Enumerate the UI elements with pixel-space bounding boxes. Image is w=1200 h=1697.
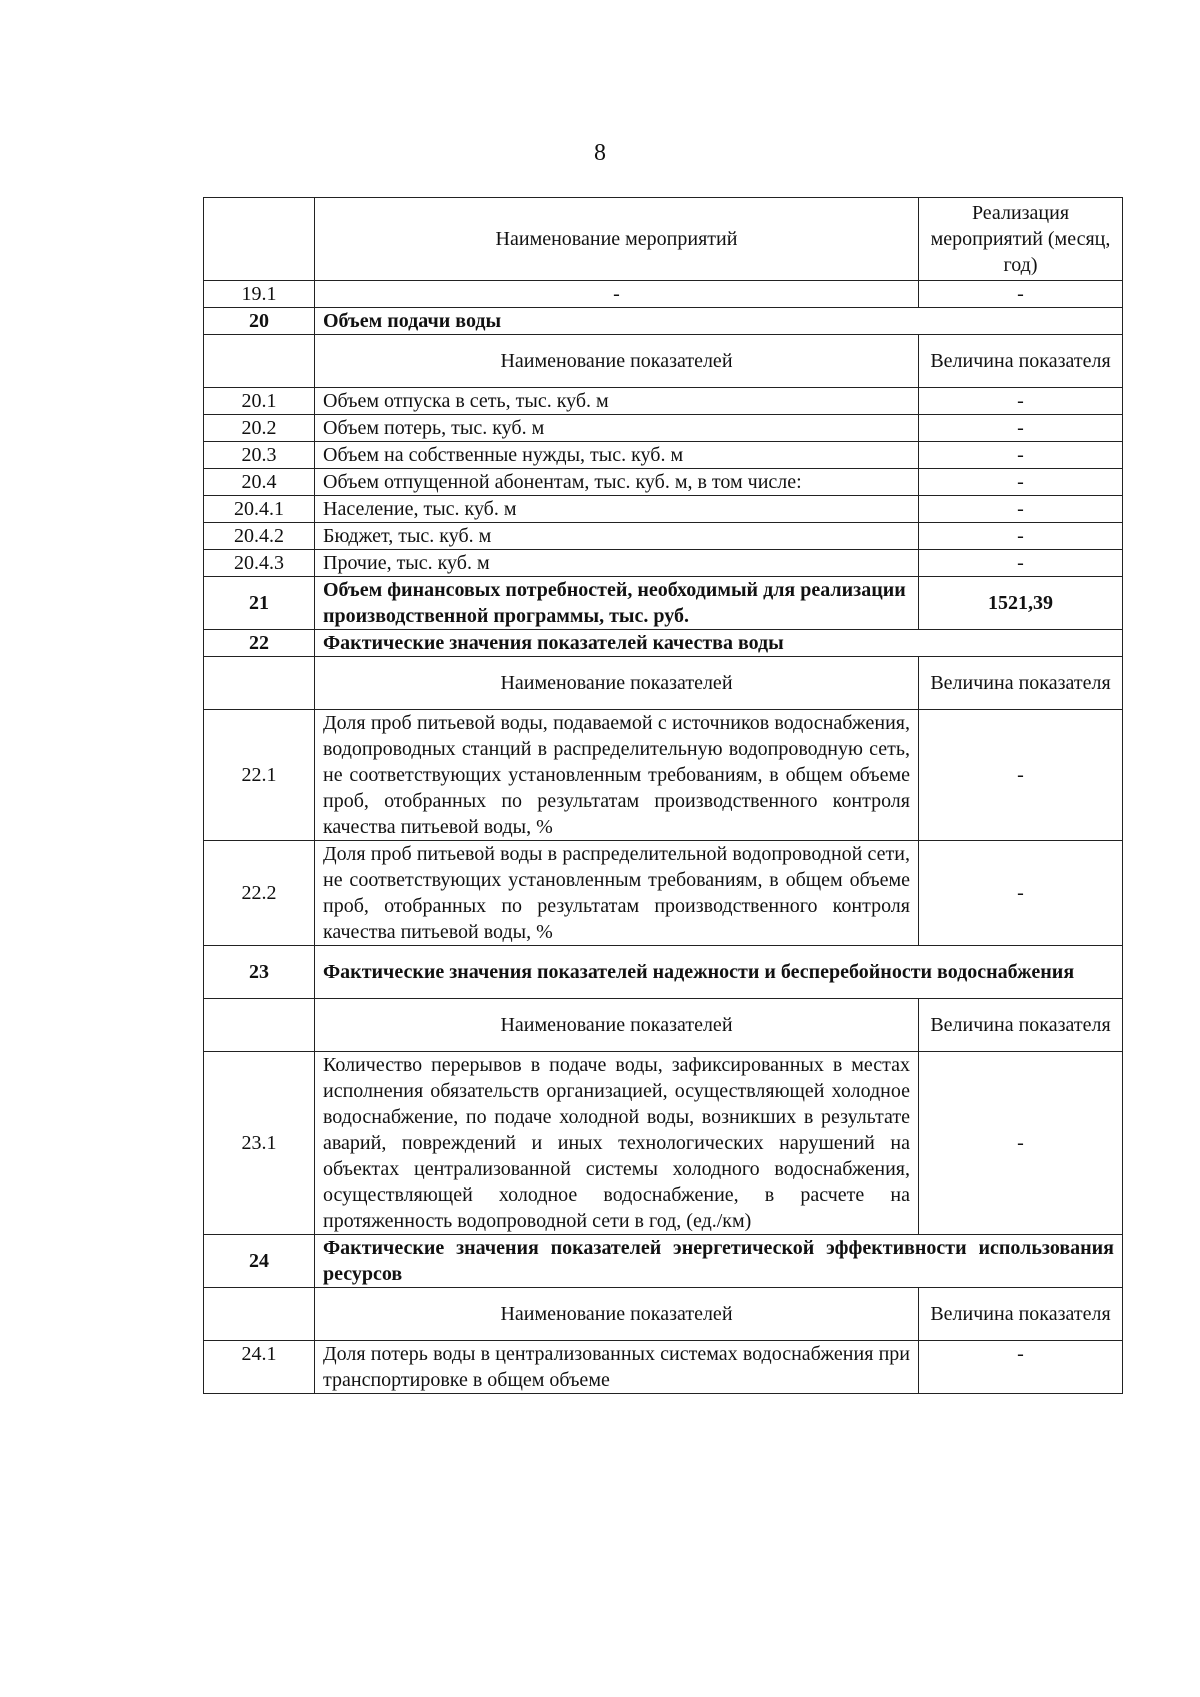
section-value: 1521,39 [919,577,1123,630]
subheader-row [204,335,1123,388]
row-value: - [919,523,1123,550]
section-number: 22 [204,630,315,657]
row-value: - [919,1052,1123,1235]
row-number: 20.4 [204,469,315,496]
section-number: 21 [204,577,315,630]
section-title: Объем подачи воды [315,308,1123,335]
row-value: - [919,710,1123,841]
subheader-name-cell: Наименование показателей [315,1288,919,1341]
section-header-row [204,577,1123,630]
subheader-num-cell [204,335,315,388]
row-name: Доля потерь воды в централизованных системах водоснабжения при транспортировке в общем объеме [315,1341,919,1394]
subheader-row [204,999,1123,1052]
section-title: Объем финансовых потребностей, необходимый для реализации производственной программы, тыс. руб. [315,577,919,630]
subheader-value-cell: Величина показателя [919,999,1123,1052]
table-row [204,496,1123,523]
row-value: - [919,415,1123,442]
row-number: 20.1 [204,388,315,415]
row-number: 20.4.3 [204,550,315,577]
row-name: Количество перерывов в подаче воды, зафиксированных в местах исполнения обязательств организацией, осуществляющей холодное водоснабжение, по подаче холодной воды, возникших в результате аварий, повреждений и иных технологических нарушений на объектах централизованной системы холодного водоснабжения, осуществляющей холодное водоснабжение, в расчете на протяженность водопроводной сети в год, (ед./км) [315,1052,919,1235]
section-header-row [204,308,1123,335]
table-row [204,388,1123,415]
subheader-name-cell: Наименование показателей [315,657,919,710]
row-name: Население, тыс. куб. м [315,496,919,523]
row-number: 23.1 [204,1052,315,1235]
row-name: Объем на собственные нужды, тыс. куб. м [315,442,919,469]
row-number: 20.4.2 [204,523,315,550]
table-row [204,469,1123,496]
section-title: Фактические значения показателей качества воды [315,630,1123,657]
row-value: - [919,442,1123,469]
row-number: 22.1 [204,710,315,841]
section-header-row [204,630,1123,657]
row-number: 20.4.1 [204,496,315,523]
row-name: Доля проб питьевой воды, подаваемой с источников водоснабжения, водопроводных станций в распределительную водопроводную сеть, не соответствующих установленным требованиям, в общем объеме проб, отобранных по результатам производственного контроля качества питьевой воды, % [315,710,919,841]
table-row [204,281,1123,308]
table-row [204,841,1123,946]
row-name: Объем отпущенной абонентам, тыс. куб. м, в том числе: [315,469,919,496]
subheader-row [204,1288,1123,1341]
row-number: 19.1 [204,281,315,308]
row-value: - [919,550,1123,577]
section-title: Фактические значения показателей энергетической эффективности использования ресурсов [315,1235,1123,1288]
section-title: Фактические значения показателей надежности и бесперебойности водоснабжения [315,946,1123,999]
row-name: Объем потерь, тыс. куб. м [315,415,919,442]
subheader-num-cell [204,1288,315,1341]
section-header-row [204,946,1123,999]
page-number: 8 [594,140,606,166]
table-header-row [204,198,1123,281]
table-row [204,442,1123,469]
row-value: - [919,388,1123,415]
subheader-num-cell [204,999,315,1052]
subheader-num-cell [204,657,315,710]
table-row [204,710,1123,841]
row-value: - [919,281,1123,308]
section-number: 23 [204,946,315,999]
row-number: 20.2 [204,415,315,442]
row-name: - [315,281,919,308]
section-number: 24 [204,1235,315,1288]
table-row [204,1341,1123,1394]
row-name: Прочие, тыс. куб. м [315,550,919,577]
row-name: Бюджет, тыс. куб. м [315,523,919,550]
row-value: - [919,1341,1123,1394]
section-number: 20 [204,308,315,335]
row-value: - [919,496,1123,523]
header-num-cell [204,198,315,281]
row-name: Доля проб питьевой воды в распределительной водопроводной сети, не соответствующих установленным требованиям, в общем объеме проб, отобранных по результатам производственного контроля качества питьевой воды, % [315,841,919,946]
row-value: - [919,841,1123,946]
subheader-value-cell: Величина показателя [919,657,1123,710]
subheader-value-cell: Величина показателя [919,335,1123,388]
row-number: 24.1 [204,1341,315,1394]
production-program-table [203,197,1123,1394]
row-number: 20.3 [204,442,315,469]
table-row [204,415,1123,442]
section-header-row [204,1235,1123,1288]
subheader-name-cell: Наименование показателей [315,999,919,1052]
row-value: - [919,469,1123,496]
table-row [204,1052,1123,1235]
subheader-value-cell: Величина показателя [919,1288,1123,1341]
table-row [204,550,1123,577]
header-value-cell: Реализация мероприятий (месяц, год) [919,198,1123,281]
table-row [204,523,1123,550]
row-name: Объем отпуска в сеть, тыс. куб. м [315,388,919,415]
subheader-name-cell: Наименование показателей [315,335,919,388]
subheader-row [204,657,1123,710]
header-name-cell: Наименование мероприятий [315,198,919,281]
row-number: 22.2 [204,841,315,946]
